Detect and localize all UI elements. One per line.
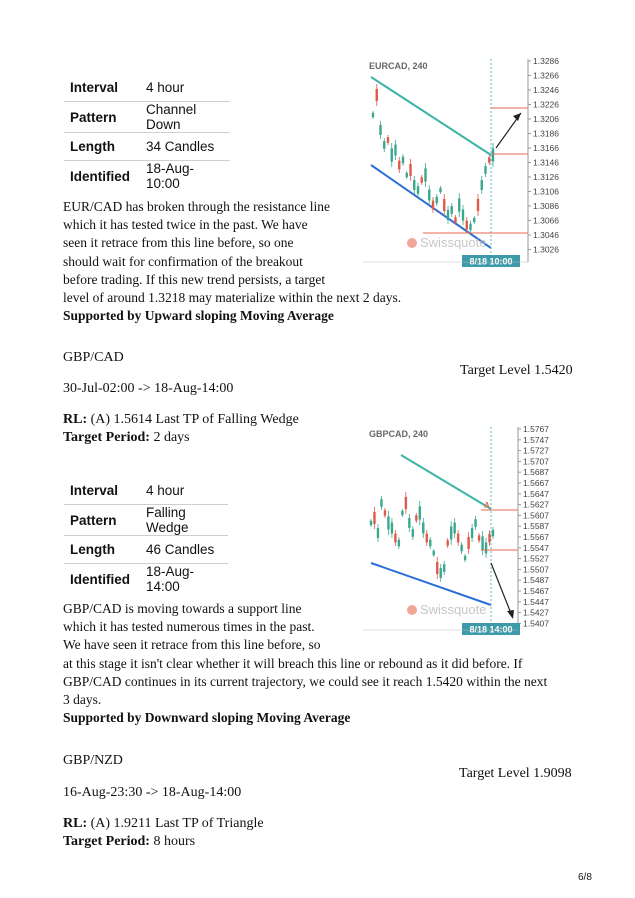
- point-a-label: A: [484, 501, 490, 510]
- row-value: 46 Candles: [140, 536, 228, 564]
- candle-body: [384, 510, 386, 516]
- text-line: which it has tested twice in the past. We have: [63, 217, 308, 233]
- text-line: We have seen it retrace from this line before, so: [63, 637, 321, 653]
- candle-body: [413, 180, 415, 190]
- candle-body: [440, 568, 442, 578]
- analysis-paragraph: [63, 198, 423, 325]
- candle-body: [398, 161, 400, 170]
- candle-body: [391, 148, 393, 161]
- chart-symbol: EURCAD, 240: [369, 61, 428, 71]
- candle-body: [419, 506, 421, 519]
- table-row: [64, 74, 230, 102]
- candle-body: [439, 188, 441, 192]
- row-key: Identified: [70, 168, 130, 184]
- tick-label: 1.3246: [533, 85, 559, 95]
- candle-body: [458, 198, 460, 211]
- candle-body: [405, 497, 407, 509]
- candle-body: [377, 528, 379, 538]
- candle-body: [484, 166, 486, 174]
- candle-body: [467, 537, 469, 549]
- row-value: 18-Aug-10:00: [146, 161, 195, 191]
- candle-body: [412, 529, 414, 537]
- candle-body: [391, 523, 393, 534]
- tick-label: 1.3126: [533, 172, 559, 182]
- tick-label: 1.5687: [523, 467, 549, 478]
- table-row: [64, 505, 228, 536]
- row-key: Pattern: [64, 102, 140, 133]
- candle-body: [460, 545, 462, 552]
- candle-body: [469, 224, 471, 231]
- rl-block: [63, 815, 264, 851]
- candle-body: [370, 521, 372, 525]
- tick-label: 1.3046: [533, 230, 559, 240]
- rl-label: RL:: [63, 412, 88, 427]
- tick-label: 1.5487: [523, 575, 549, 586]
- candle-body: [454, 217, 456, 223]
- text-line: level of around 1.3218 may materialize within the next 2 days.: [63, 290, 402, 306]
- pair-title: GBP/NZD: [63, 753, 123, 768]
- candle-body: [373, 512, 375, 524]
- target-level: Target Level 1.5420: [460, 363, 573, 378]
- candle-body: [457, 534, 459, 543]
- tick-label: 1.5727: [523, 445, 549, 456]
- target-period-label: Target Period:: [63, 834, 150, 849]
- tick-label: 1.5547: [523, 542, 549, 553]
- rl-block: [63, 411, 299, 447]
- candle-body: [473, 218, 475, 222]
- text-line: before trading. If this new trend persists, a target: [63, 271, 326, 287]
- time-label: 8/18 10:00: [469, 256, 513, 267]
- tick-label: 1.5747: [523, 434, 549, 445]
- tick-label: 1.5707: [523, 456, 549, 467]
- tick-label: 1.5587: [523, 521, 549, 532]
- text-line: 3 days.: [63, 692, 102, 708]
- chart-symbol: GBPCAD, 240: [369, 429, 429, 439]
- candle-body: [408, 518, 410, 528]
- candle-body: [424, 168, 426, 181]
- row-value: 4 hour: [140, 74, 230, 102]
- candle-body: [432, 201, 434, 210]
- row-value: 4 hour: [140, 477, 228, 505]
- tick-label: 1.5527: [523, 553, 549, 564]
- candle-body: [387, 137, 389, 143]
- tick-label: 1.5667: [523, 478, 549, 488]
- candle-body: [446, 540, 448, 546]
- candle-body: [409, 164, 411, 176]
- text-line: EUR/CAD has broken through the resistance line: [63, 199, 330, 214]
- target-period-value: 8 hours: [149, 834, 196, 849]
- candle-body: [447, 210, 449, 220]
- candle-body: [453, 523, 455, 534]
- candle-body: [466, 221, 468, 230]
- candle-body: [380, 499, 382, 507]
- candle-body: [398, 540, 400, 547]
- time-label: 8/18 14:00: [469, 624, 513, 635]
- tick-label: 1.3086: [533, 201, 559, 211]
- candle-body: [488, 157, 490, 163]
- candle-body: [429, 540, 431, 547]
- pair-title: GBP/CAD: [63, 350, 124, 365]
- candle-body: [477, 199, 479, 211]
- text-line: which it has tested numerous times in the past.: [63, 619, 315, 635]
- target-period-label: Target Period:: [63, 430, 150, 445]
- y-axis-ticks: [518, 424, 549, 628]
- candle-body: [471, 528, 473, 538]
- rl-value: (A) 1.9211 Last TP of Triangle: [87, 816, 264, 831]
- candle-body: [485, 543, 487, 554]
- row-value: Falling Wedge: [140, 505, 228, 536]
- tick-label: 1.3146: [533, 157, 559, 168]
- candle-body: [379, 125, 381, 135]
- date-range: 30-Jul-02:00 -> 18-Aug-14:00: [63, 381, 234, 396]
- date-range: 16-Aug-23:30 -> 18-Aug-14:00: [63, 785, 242, 800]
- candle-body: [481, 536, 483, 549]
- tick-label: 1.3026: [533, 244, 559, 255]
- row-value: 34 Candles: [140, 133, 230, 161]
- tick-label: 1.3186: [533, 128, 559, 139]
- candle-body: [478, 535, 480, 541]
- table-row: [64, 564, 228, 595]
- support-note: Supported by Downward sloping Moving Average: [63, 710, 351, 726]
- tick-label: 1.5507: [523, 564, 549, 575]
- row-key: Interval: [64, 74, 140, 102]
- tick-label: 1.5647: [523, 488, 549, 499]
- tick-label: 1.3206: [533, 114, 559, 124]
- table-row: [64, 161, 230, 192]
- candle-body: [402, 157, 404, 164]
- candle-body: [415, 515, 417, 521]
- tick-label: 1.5567: [523, 532, 549, 542]
- candle-body: [394, 145, 396, 156]
- tick-label: 1.5447: [523, 596, 549, 607]
- watermark: Swissquote: [420, 602, 487, 617]
- candle-body: [436, 562, 438, 574]
- text-line: should wait for confirmation of the breakout: [63, 253, 303, 269]
- candle-body: [474, 519, 476, 527]
- candle-body: [492, 530, 494, 537]
- candle-body: [426, 534, 428, 543]
- tick-label: 1.3266: [533, 70, 559, 81]
- tick-label: 1.5607: [523, 510, 549, 521]
- tick-label: 1.5767: [523, 424, 549, 434]
- row-key: Length: [64, 133, 140, 161]
- watermark: Swissquote: [420, 235, 487, 250]
- table-row: [64, 477, 228, 505]
- row-key: Length: [64, 536, 140, 564]
- candle-body: [443, 199, 445, 211]
- row-key: Identified: [70, 571, 130, 587]
- text-line: at this stage it isn't clear whether it will breach this line or rebound as it did before. If: [63, 655, 523, 671]
- tick-label: 1.3106: [533, 186, 559, 197]
- candle-body: [372, 113, 374, 117]
- candle-body: [376, 89, 378, 101]
- row-value: 18-Aug-14:00: [146, 564, 195, 594]
- tick-label: 1.3066: [533, 215, 559, 226]
- target-period-value: 2 days: [149, 430, 190, 445]
- candle-body: [387, 516, 389, 529]
- candle-body: [406, 173, 408, 177]
- table-row: [64, 536, 228, 564]
- candle-body: [421, 177, 423, 183]
- candle-body: [383, 141, 385, 149]
- text-line: GBP/CAD continues in its current trajectory, we could see it reach 1.5420 within the next: [63, 673, 548, 689]
- rl-label: RL:: [63, 816, 88, 831]
- table-row: [64, 102, 230, 133]
- pattern-info-table: [64, 74, 230, 191]
- candle-body: [450, 526, 452, 539]
- candle-body: [451, 206, 453, 214]
- candle-body: [443, 564, 445, 572]
- tick-label: 1.5427: [523, 607, 549, 618]
- pattern-info-table: [64, 477, 228, 594]
- tick-label: 1.3226: [533, 99, 559, 110]
- candle-body: [428, 190, 430, 201]
- tick-label: 1.5467: [523, 586, 549, 596]
- candle-body: [433, 551, 435, 555]
- analysis-paragraph: [63, 600, 583, 727]
- tick-label: 1.3166: [533, 143, 559, 153]
- text-line: seen it retrace from this line before, so one: [63, 235, 294, 251]
- rl-value: (A) 1.5614 Last TP of Falling Wedge: [87, 412, 299, 427]
- tick-label: 1.3286: [533, 56, 559, 66]
- page-number: 6/8: [578, 872, 592, 883]
- row-key: Interval: [64, 477, 140, 505]
- candle-body: [436, 197, 438, 204]
- candle-body: [492, 148, 494, 161]
- candle-body: [464, 556, 466, 560]
- table-row: [64, 133, 230, 161]
- text-line: GBP/CAD is moving towards a support line: [63, 601, 302, 616]
- tick-label: 1.5627: [523, 499, 549, 510]
- target-level: Target Level 1.9098: [459, 766, 572, 781]
- support-note: Supported by Upward sloping Moving Average: [63, 308, 334, 324]
- candle-body: [422, 523, 424, 534]
- tick-label: 1.5407: [523, 618, 549, 629]
- candle-body: [401, 511, 403, 515]
- candle-body: [481, 180, 483, 190]
- row-value: Channel Down: [140, 102, 230, 133]
- candle-body: [488, 534, 490, 543]
- candle-body: [394, 534, 396, 543]
- candle-body: [462, 210, 464, 221]
- candle-body: [417, 186, 419, 194]
- row-key: Pattern: [64, 505, 140, 536]
